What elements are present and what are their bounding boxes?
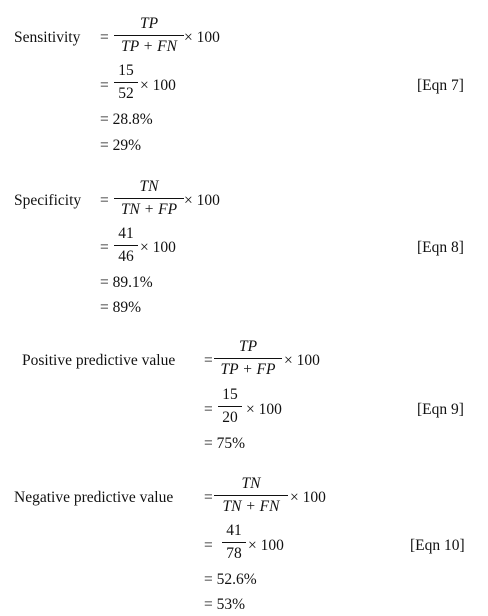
numerator: 41 [226, 522, 242, 539]
denominator: 20 [222, 408, 238, 426]
result-line: = 75% [204, 435, 246, 452]
equation-number: [Eqn 8] [417, 239, 464, 256]
equation-number: [Eqn 7] [417, 77, 464, 94]
equation-number: [Eqn 9] [417, 401, 464, 418]
sensitivity-label: Sensitivity [14, 29, 81, 46]
times-100: × 100 [140, 239, 176, 256]
ppv-substitution-fraction [218, 387, 242, 425]
times-100: × 100 [246, 401, 282, 418]
equation-number: [Eqn 10] [410, 537, 465, 554]
times-100: × 100 [284, 352, 320, 369]
equals-sign: = [100, 77, 109, 94]
result-line: = 89.1% [100, 274, 153, 291]
denominator: TP + FP [220, 360, 276, 378]
times-100: × 100 [248, 537, 284, 554]
numerator: TP [238, 338, 258, 355]
times-100: × 100 [184, 29, 220, 46]
times-100: × 100 [184, 192, 220, 209]
npv-label: Negative predictive value [14, 489, 174, 506]
fraction-bar [222, 542, 246, 543]
sensitivity-formula-fraction [114, 16, 184, 54]
npv-substitution-fraction [222, 523, 246, 561]
ppv-formula-fraction [214, 339, 282, 377]
equals-sign: = [204, 352, 213, 369]
equals-sign: = [204, 489, 213, 506]
denominator: TP + FN [121, 37, 177, 55]
denominator: 46 [118, 247, 134, 265]
result-line: = 28.8% [100, 111, 153, 128]
equals-sign: = [100, 239, 109, 256]
npv-formula-fraction [214, 476, 288, 514]
denominator: 52 [118, 84, 134, 102]
equals-sign: = [100, 29, 109, 46]
times-100: × 100 [140, 77, 176, 94]
result-line: = 29% [100, 137, 142, 154]
specificity-label: Specificity [14, 192, 82, 209]
result-line: = 89% [100, 299, 142, 316]
fraction-bar [114, 35, 184, 36]
denominator: TN + FN [222, 497, 280, 515]
numerator: 15 [222, 386, 238, 403]
specificity-formula-fraction [114, 179, 184, 217]
numerator: TP [139, 15, 159, 32]
result-line: = 52.6% [204, 571, 257, 588]
fraction-bar [214, 358, 282, 359]
specificity-substitution-fraction [114, 226, 138, 264]
fraction-bar [114, 82, 138, 83]
result-line: = 53% [204, 596, 246, 613]
numerator: TN [139, 178, 159, 195]
ppv-label: Positive predictive value [22, 352, 176, 369]
numerator: 41 [118, 225, 134, 242]
equals-sign: = [100, 192, 109, 209]
fraction-bar [218, 406, 242, 407]
numerator: TN [241, 475, 261, 492]
equals-sign: = [204, 537, 213, 554]
numerator: 15 [118, 62, 134, 79]
denominator: TN + FP [120, 200, 178, 218]
sensitivity-substitution-fraction [114, 63, 138, 101]
equals-sign: = [204, 401, 213, 418]
fraction-bar [214, 495, 288, 496]
fraction-bar [114, 245, 138, 246]
times-100: × 100 [290, 489, 326, 506]
fraction-bar [114, 198, 184, 199]
denominator: 78 [226, 544, 242, 562]
